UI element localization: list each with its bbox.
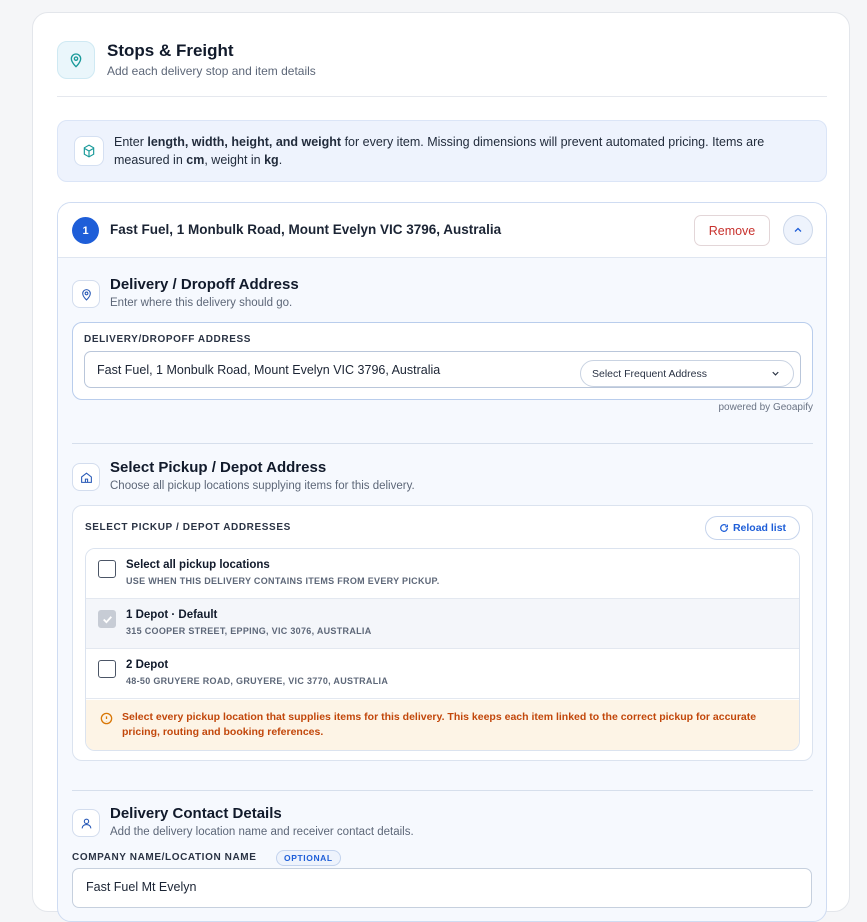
select-all-hint: USE WHEN THIS DELIVERY CONTAINS ITEMS FROM EVERY PICKUP. [126,576,440,586]
delivery-address-input[interactable] [84,351,801,388]
info-text: Enter length, width, height, and weight for every item. Missing dimensions will prevent automated pricing. Items are measured in cm, weight in kg. [114,135,765,167]
reload-list-label: Reload list [732,522,787,534]
map-pin-icon [57,41,95,79]
pickup-warning [86,700,800,751]
select-all-checkbox[interactable] [98,560,116,578]
stops-freight-card [32,12,850,912]
dimensions-info-banner [57,120,827,182]
pickup-section-subtitle: Choose all pickup locations supplying items for this delivery. [110,480,415,492]
contact-section-subtitle: Add the delivery location name and receiver contact details. [110,826,414,838]
select-all-label: Select all pickup locations [126,559,270,571]
stop-header[interactable] [58,203,827,258]
depot-name: 1 Depot · Default [126,609,218,621]
page-subtitle: Add each delivery stop and item details [107,64,316,78]
stop-card [57,202,827,922]
company-name-input[interactable] [72,868,812,908]
checkmark-icon [101,613,114,626]
contact-section-title: Delivery Contact Details [110,805,282,822]
stop-title: Fast Fuel, 1 Monbulk Road, Mount Evelyn VIC 3796, Australia [110,222,502,237]
section-header [57,39,827,97]
pickup-list [85,548,800,751]
pickup-section-title: Select Pickup / Depot Address [110,459,327,476]
frequent-address-placeholder: Select Frequent Address [592,367,707,380]
depot-checkbox[interactable] [98,660,116,678]
optional-badge: OPTIONAL [276,850,341,866]
list-item[interactable] [86,599,800,649]
collapse-stop-button[interactable] [783,215,813,245]
reload-list-button[interactable] [705,516,800,540]
powered-by-text: powered by Geoapify [718,402,813,413]
pickup-warning-text: Select every pickup location that supplies items for this delivery. This keeps each item linked to the correct pickup for accurate pricing, routing and booking references. [122,711,757,738]
frequent-address-select[interactable] [580,360,794,387]
page-title: Stops & Freight [107,41,234,60]
delivery-section-subtitle: Enter where this delivery should go. [110,297,293,309]
delivery-address-box [72,322,813,400]
select-all-row[interactable] [86,549,800,599]
depot-address: 48-50 GRUYERE ROAD, GRUYERE, VIC 3770, AUSTRALIA [126,676,389,686]
depot-address: 315 COOPER STREET, EPPING, VIC 3076, AUSTRALIA [126,626,372,636]
company-name-value: Fast Fuel Mt Evelyn [86,880,197,894]
delivery-address-value: Fast Fuel, 1 Monbulk Road, Mount Evelyn VIC 3796, Australia [97,363,441,377]
delivery-section-title: Delivery / Dropoff Address [110,276,299,293]
depot-checkbox[interactable] [98,610,116,628]
home-icon [72,463,100,491]
list-item[interactable] [86,649,800,699]
section-divider [72,790,813,791]
pickup-address-box [72,505,813,761]
remove-stop-button[interactable]: Remove [694,215,770,246]
chevron-down-icon [770,368,781,379]
company-name-label: COMPANY NAME/LOCATION NAME [72,852,257,863]
pickup-address-label: SELECT PICKUP / DEPOT ADDRESSES [85,522,291,533]
package-icon [74,136,104,166]
section-divider [72,443,813,444]
chevron-up-icon [792,224,804,236]
map-pin-icon [72,280,100,308]
refresh-icon [719,523,729,533]
info-circle-icon [100,712,113,725]
delivery-address-label: DELIVERY/DROPOFF ADDRESS [84,334,252,345]
stop-number-badge: 1 [72,217,99,244]
user-icon [72,809,100,837]
depot-name: 2 Depot [126,659,169,671]
